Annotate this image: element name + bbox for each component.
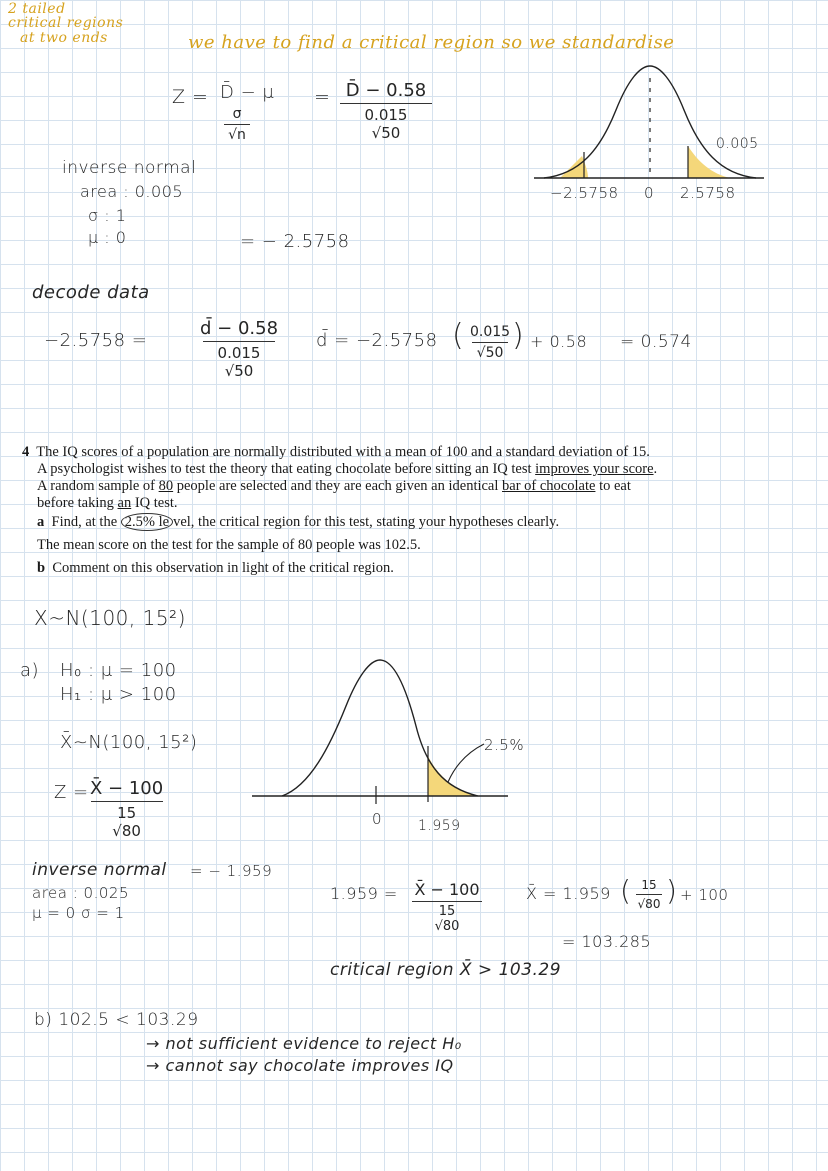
paren-close: ) — [512, 318, 525, 353]
curve-tail-label: 0.005 — [716, 136, 759, 152]
question-underline-2: 80 — [158, 478, 174, 494]
inverse-result: = − 2.5758 — [240, 231, 350, 252]
critical-region: critical region X̄ > 103.29 — [330, 960, 562, 980]
question-text-d: to eat before taking — [37, 478, 631, 511]
sample-distribution: X̄~N(100, 15²) — [60, 732, 198, 753]
part-b-comparison: b) 102.5 < 103.29 — [34, 1010, 199, 1030]
upper-tail-fill — [428, 756, 478, 796]
frac-bar — [636, 894, 662, 895]
inverse-area: area : 0.005 — [80, 182, 184, 201]
null-hypothesis: H₀ : μ = 100 — [60, 660, 177, 681]
xbar-lhs: X̄ = 1.959 — [526, 884, 611, 903]
paren-open: ( — [452, 318, 465, 353]
xbar-rhs: + 100 — [680, 886, 729, 904]
decode-title: decode data — [32, 282, 150, 303]
decode-fraction — [200, 318, 278, 380]
frac-bar — [224, 124, 250, 125]
decode-den-top: 0.015 — [217, 344, 261, 362]
xbar-frac-top: 15 — [641, 878, 657, 892]
curve-label-zero: 0 — [644, 184, 655, 202]
curve-zero-label: 0 — [372, 810, 383, 828]
distribution: X~N(100, 15²) — [34, 606, 186, 630]
d-expr-right: + 0.58 — [530, 332, 588, 351]
part-b-text: Comment on this observation in light of the critical region. — [52, 560, 394, 576]
d-frac-bot: √50 — [476, 345, 504, 361]
one-tailed-curve — [246, 636, 516, 806]
curve-label-right: 2.5758 — [680, 184, 736, 202]
curve-line-2 — [282, 660, 478, 796]
curve-label-left: −2.5758 — [550, 184, 619, 202]
z-den-top: σ — [232, 106, 242, 122]
frac-bar — [340, 103, 432, 104]
z2-den-top: 0.015 — [364, 106, 408, 124]
inverse-result-2: = − 1.959 — [190, 862, 273, 880]
question-underline-1: improves your score — [535, 461, 654, 477]
eq-den-top: 15 — [438, 904, 456, 919]
question-text-c: people are selected and they are each given an identical — [176, 478, 499, 494]
question-number: 4 — [22, 444, 30, 460]
eq-fraction — [412, 880, 482, 934]
z2-den-bot: √50 — [371, 124, 401, 142]
decode-den-bot: √50 — [224, 362, 254, 380]
z-den — [224, 106, 250, 143]
z2-num-bottom: X̄ − 100 — [90, 778, 164, 799]
z2-fraction — [340, 80, 432, 142]
d-expr-left: d̄ = −2.5758 — [316, 330, 438, 351]
note-two-ends: at two ends — [20, 30, 108, 46]
conclusion-2: → cannot say chocolate improves IQ — [146, 1056, 454, 1075]
paren-open-2: ( — [620, 874, 632, 907]
paren-close-2: ) — [666, 874, 678, 907]
pct-arrow — [448, 744, 484, 782]
frac-bar — [203, 341, 275, 342]
part-a-circled: 2.5% le — [121, 513, 173, 531]
eq-num: X̄ − 100 — [414, 880, 480, 899]
part-a-pre: Find, at the — [51, 514, 118, 530]
z2-den-top-bottom: 15 — [117, 804, 137, 822]
z2-lhs: Z = — [54, 782, 89, 803]
alt-hypothesis: H₁ : μ > 100 — [60, 684, 177, 705]
xbar-result: = 103.285 — [562, 932, 652, 951]
z-lhs: Z = — [172, 86, 209, 108]
conclusion-1: → not sufficient evidence to reject H₀ — [146, 1034, 462, 1053]
curve-critical-label: 1.959 — [418, 818, 461, 834]
xbar-frac — [636, 878, 662, 911]
inverse-normal-title: inverse normal — [62, 158, 197, 178]
part-a-marker: a) — [20, 660, 40, 681]
curve-pct-label: 2.5% — [484, 736, 525, 754]
z-num: D̄ − μ — [220, 82, 275, 103]
question-text-b: . A random sample of — [37, 461, 658, 494]
eq-sign: = — [314, 86, 331, 108]
z2-fraction-bottom — [90, 778, 163, 840]
frac-bar — [472, 342, 508, 343]
question-text-a: The IQ scores of a population are normally distributed with a mean of 100 and a standard deviation of 15. A psychologist wishes to test the theory that eating chocolate before sitting an IQ test — [36, 444, 650, 477]
xbar-frac-bot: √80 — [637, 897, 661, 911]
inverse-params-2: μ = 0 σ = 1 — [32, 904, 125, 922]
part-a-post: vel, the critical region for this test, stating your hypotheses clearly. — [173, 514, 560, 530]
question-4 — [22, 444, 662, 577]
frac-bar — [412, 901, 482, 902]
d-frac — [470, 324, 510, 361]
d-result: = 0.574 — [620, 332, 692, 352]
left-tail-fill — [544, 156, 588, 178]
z2-num: D̄ − 0.58 — [345, 80, 427, 101]
part-a-label: a — [37, 514, 45, 530]
mean-text: The mean score on the test for the sample of 80 people was 102.5. — [37, 537, 421, 553]
z-den-bot: √n — [228, 127, 246, 143]
decode-lhs: −2.5758 = — [44, 330, 148, 351]
inverse-mu: μ : 0 — [88, 228, 127, 247]
question-underline-3: bar of chocolate — [502, 478, 596, 494]
note-critical-regions: critical regions — [8, 15, 124, 31]
eq-den-bot: √80 — [434, 919, 460, 934]
frac-bar — [91, 801, 163, 802]
d-frac-top: 0.015 — [470, 324, 511, 340]
inverse-sigma: σ : 1 — [88, 206, 127, 225]
eq-lhs: 1.959 = — [330, 884, 398, 903]
top-heading: we have to find a critical region so we standardise — [188, 32, 675, 53]
question-underline-4: an — [117, 495, 132, 511]
inverse-normal-title-2: inverse normal — [32, 860, 167, 880]
z2-den-bot-bottom: √80 — [112, 822, 141, 840]
decode-num: d̄ − 0.58 — [200, 318, 279, 339]
note-two-tailed: 2 tailed — [8, 1, 66, 17]
part-b-label: b — [37, 560, 46, 576]
question-text-e: IQ test. — [134, 495, 178, 511]
inverse-area-2: area : 0.025 — [32, 884, 129, 902]
